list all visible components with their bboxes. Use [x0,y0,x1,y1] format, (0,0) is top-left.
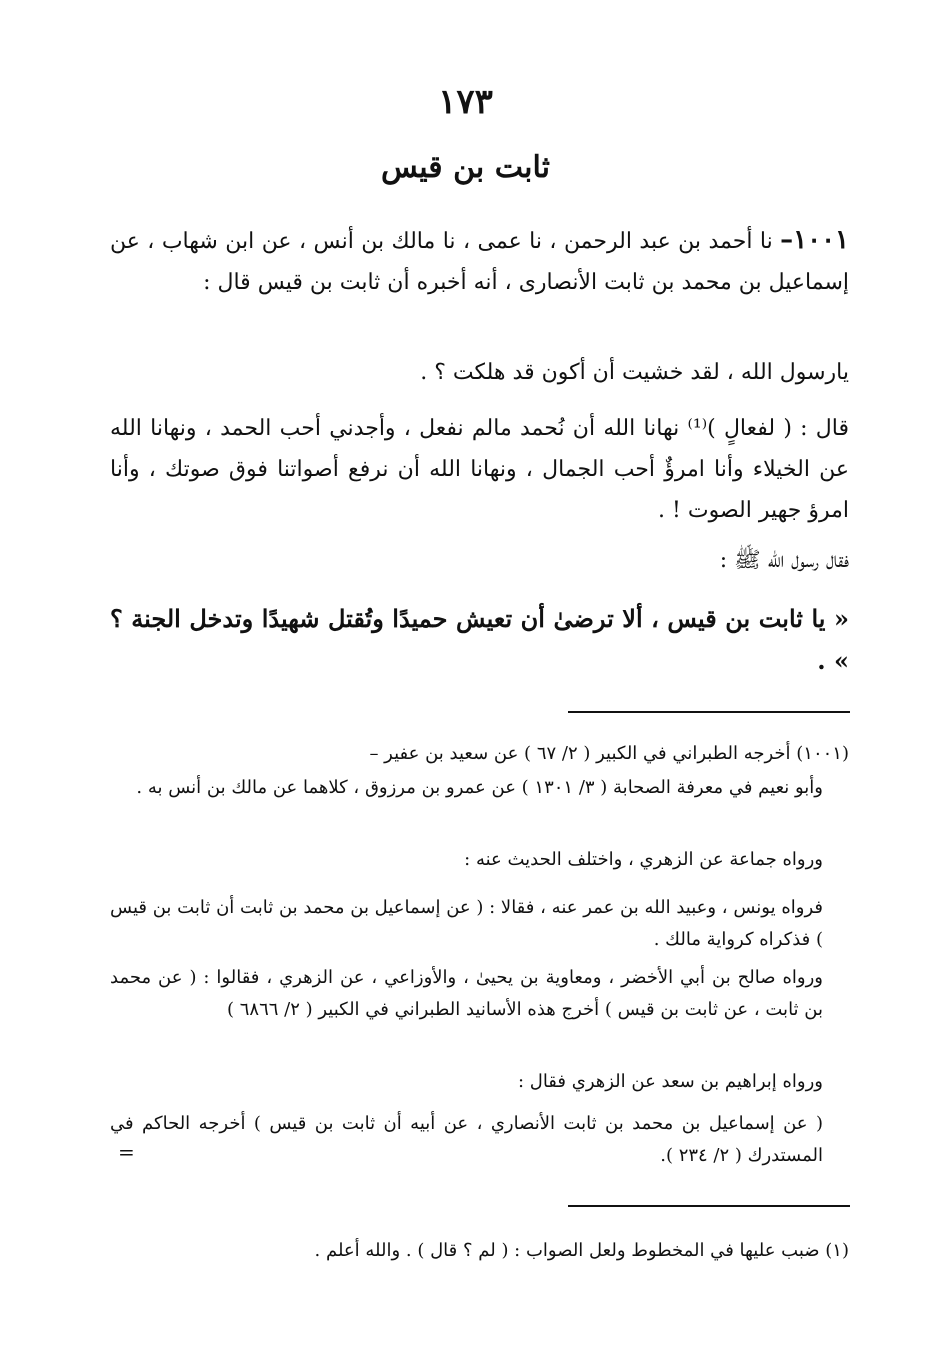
isnad-text: نا أحمد بن عبد الرحمن ، نا عمى ، نا مالك بن أنس ، عن ابن شهاب ، عن إسماعيل بن محمد بن ثابت الأنصارى ، أنه أخبره أن ثابت بن قيس قال : [110,229,849,295]
page-number: ١٧٣ [438,82,493,122]
footnote-1: (١) ضبب عليها في المخطوط ولعل الصواب : ( لم ؟ قال ) . والله أعلم . [314,1240,849,1261]
hadith-paragraph-3: فقال رسول الله ﷺ : [719,548,849,573]
takhrij-line-1: (١٠٠١) أخرجه الطبراني في الكبير ( ٢/ ٦٧ ) عن سعيد بن عفير – [369,743,849,764]
hadith-isnad [110,220,849,303]
hadith-prophet-saying: « يا ثابت بن قيس ، ألا ترضىٰ أن تعيش حميدًا وتُقتل شهيدًا وتدخل الجنة ؟ » . [110,604,849,675]
takhrij-line-4: فرواه يونس ، وعبيد الله بن عمر عنه ، فقالا : ( عن إسماعيل بن محمد بن ثابت أن ثابت بن قيس ) فذكراه كرواية مالك . [110,897,823,950]
takhrij-line-2: وأبو نعيم في معرفة الصحابة ( ٣/ ١٣٠١ ) عن عمرو بن مرزوق ، كلاهما عن مالك بن أنس به . [136,777,823,798]
takhrij-line-7: ( عن إسماعيل بن محمد بن ثابت الأنصاري ، عن أبيه أن ثابت بن قيس ) أخرجه الحاكم في المستدرك ( ٢/ ٢٣٤ ). [110,1113,823,1166]
hadith-number: ١٠٠١– [780,225,849,255]
hadith-paragraph-2: قال : ( لفعالٍ )⁽¹⁾ نهانا الله أن نُحمد مالم نفعل ، وأجدني أحب الحمد ، ونهانا الله عن الخيلاء وأنا امرؤٌ أحب الجمال ، ونهانا الله أن نرفع أصواتنا فوق صوتك ، وأنا امرؤ جهير الصوت ! . [110,416,849,523]
takhrij-line-6: ورواه إبراهيم بن سعد عن الزهري فقال : [517,1071,823,1092]
chapter-title: ثابت بن قيس [380,150,550,185]
takhrij-line-3: ورواه جماعة عن الزهري ، واختلف الحديث عنه : [464,849,823,870]
hadith-paragraph-1: يارسول الله ، لقد خشيت أن أكون قد هلكت ؟ . [420,360,849,385]
divider-top [568,711,850,713]
divider-bottom [568,1205,850,1207]
takhrij-line-5: ورواه صالح بن أبي الأخضر ، ومعاوية بن يحيىٰ ، والأوزاعي ، عن الزهري ، فقالوا : ( عن محمد بن ثابت ، عن ثابت بن قيس ) أخرج هذه الأسانيد الطبراني في الكبير ( ٢/ ٦٨٦٦ ) [110,967,823,1020]
continuation-mark: = [118,1140,135,1164]
